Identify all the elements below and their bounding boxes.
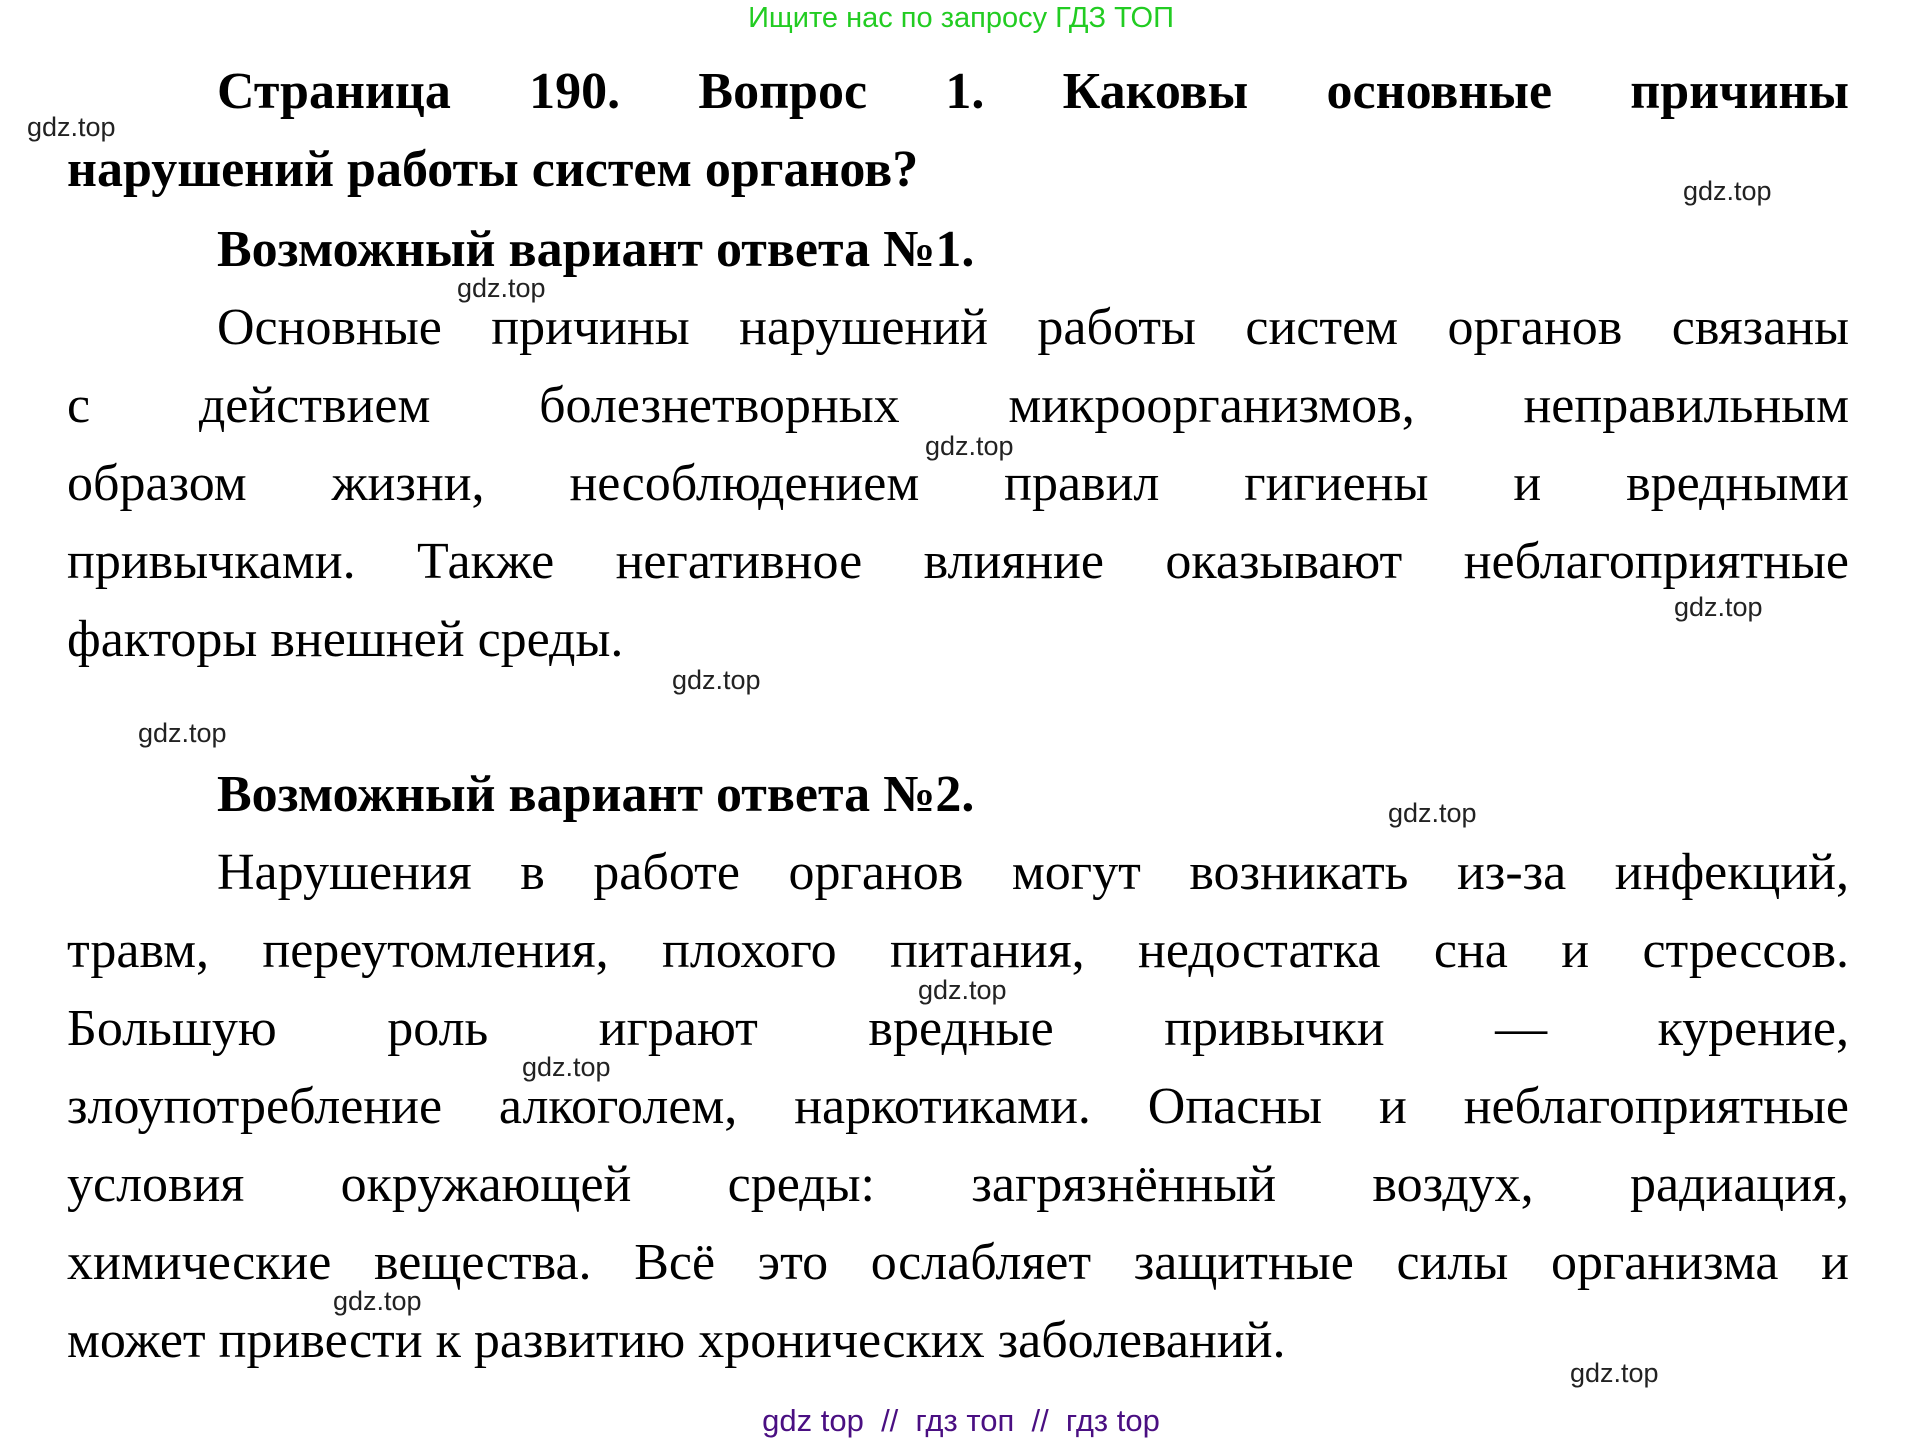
answer-1-line: образом жизни, несоблюдением правил гигиены и вредными bbox=[67, 455, 1849, 512]
watermark: gdz.top bbox=[138, 718, 227, 748]
answer-2-heading: Возможный вариант ответа №2. bbox=[217, 766, 975, 823]
search-banner: Ищите нас по запросу ГДЗ ТОП bbox=[748, 2, 1174, 34]
watermark: gdz.top bbox=[672, 665, 761, 695]
answer-1-heading: Возможный вариант ответа №1. bbox=[217, 221, 975, 278]
watermark: gdz.top bbox=[925, 431, 1014, 461]
answer-2-line: химические вещества. Всё это ослабляет защитные силы организма и bbox=[67, 1234, 1849, 1291]
watermark: gdz.top bbox=[27, 112, 116, 142]
answer-2-line: травм, переутомления, плохого питания, недостатка сна и стрессов. bbox=[67, 922, 1849, 979]
answer-2-line: злоупотребление алкоголем, наркотиками. Опасны и неблагоприятные bbox=[67, 1078, 1849, 1135]
answer-1-line: привычками. Также негативное влияние оказывают неблагоприятные bbox=[67, 533, 1849, 590]
watermark: gdz.top bbox=[1683, 176, 1772, 206]
answer-2-line: Большую роль играют вредные привычки — курение, bbox=[67, 1000, 1849, 1057]
watermark: gdz.top bbox=[1388, 798, 1477, 828]
watermark: gdz.top bbox=[333, 1286, 422, 1316]
answer-2-line: условия окружающей среды: загрязнённый воздух, радиация, bbox=[67, 1156, 1849, 1213]
answer-1-line: с действием болезнетворных микроорганизмов, неправильным bbox=[67, 377, 1849, 434]
answer-2-line: может привести к развитию хронических заболеваний. bbox=[67, 1312, 1286, 1369]
question-title-line-2: нарушений работы систем органов? bbox=[67, 141, 919, 198]
answer-1-line: Основные причины нарушений работы систем органов связаны bbox=[217, 299, 1849, 356]
watermark: gdz.top bbox=[522, 1052, 611, 1082]
footer-links: gdz top // гдз топ // гдз top bbox=[762, 1403, 1160, 1438]
answer-2-line: Нарушения в работе органов могут возникать из-за инфекций, bbox=[217, 844, 1849, 901]
watermark: gdz.top bbox=[918, 975, 1007, 1005]
question-title-line-1: Страница 190. Вопрос 1. Каковы основные причины bbox=[217, 63, 1849, 120]
watermark: gdz.top bbox=[1674, 592, 1763, 622]
answer-1-line: факторы внешней среды. bbox=[67, 611, 624, 668]
watermark: gdz.top bbox=[1570, 1358, 1659, 1388]
watermark: gdz.top bbox=[457, 273, 546, 303]
